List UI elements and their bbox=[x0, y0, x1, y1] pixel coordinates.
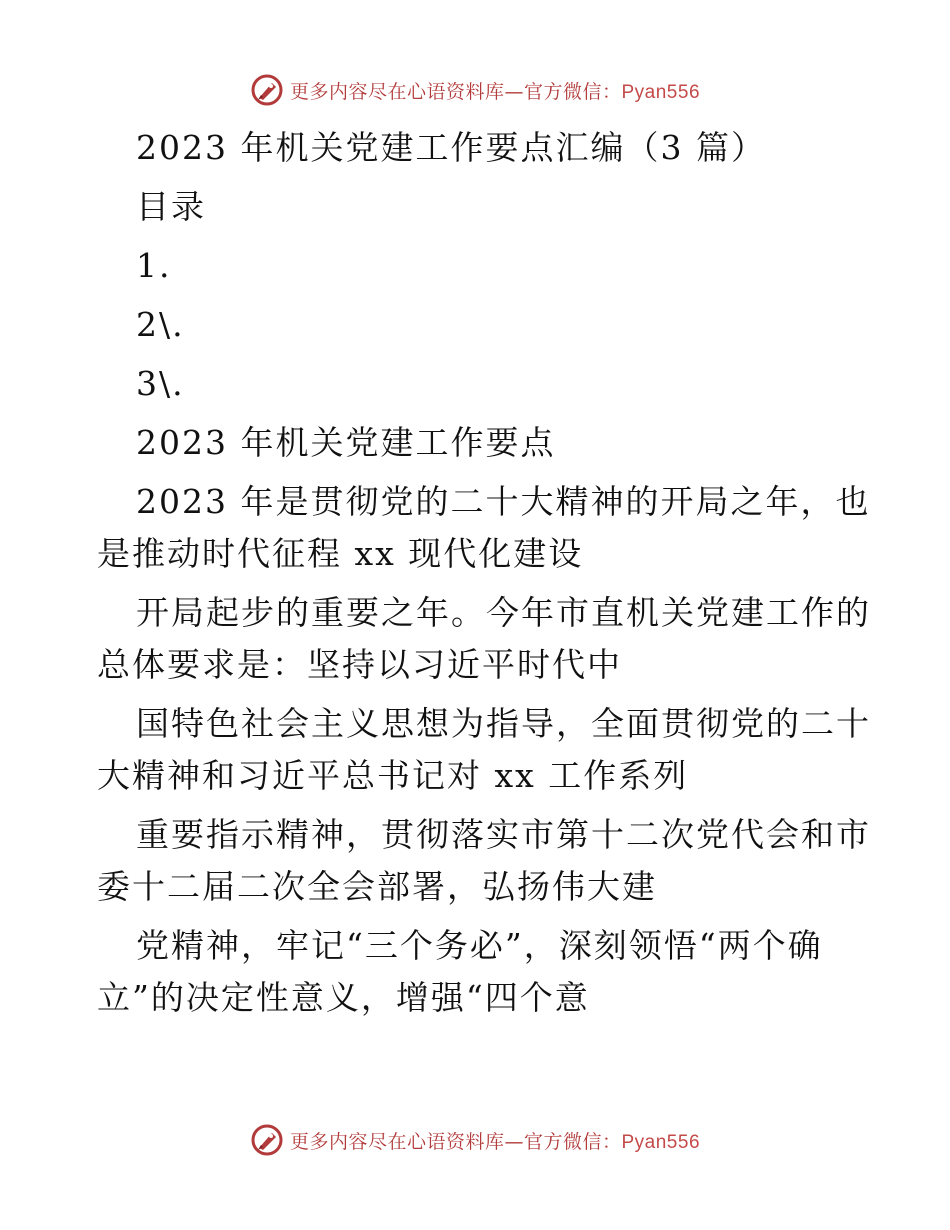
document-title: 2023 年机关党建工作要点汇编（3 篇） bbox=[136, 128, 766, 167]
paragraph-line: 总体要求是：坚持以习近平时代中 bbox=[97, 645, 622, 684]
watermark-wechat-id: Pyan556 bbox=[621, 81, 701, 103]
paragraph-line: 是推动时代征程 xx 现代化建设 bbox=[97, 534, 584, 573]
toc-item: 1. bbox=[136, 246, 172, 285]
paragraph-line: 立”的决定性意义，增强“四个意 bbox=[97, 978, 590, 1017]
pen-logo-icon bbox=[250, 73, 284, 107]
toc-heading: 目录 bbox=[136, 187, 206, 226]
paragraph-line: 大精神和习近平总书记对 xx 工作系列 bbox=[97, 756, 689, 795]
watermark-text: 更多内容尽在心语资料库—官方微信： bbox=[289, 1130, 622, 1153]
footer-watermark bbox=[0, 1122, 950, 1158]
toc-item: 2\. bbox=[136, 305, 185, 344]
paragraph-line: 委十二届二次全会部署，弘扬伟大建 bbox=[97, 867, 657, 906]
watermark-wechat-id: Pyan556 bbox=[621, 1131, 701, 1153]
paragraph-line: 2023 年是贯彻党的二十大精神的开局之年，也 bbox=[136, 482, 871, 521]
paragraph-line: 重要指示精神，贯彻落实市第十二次党代会和市 bbox=[136, 815, 871, 854]
header-watermark bbox=[0, 72, 950, 108]
paragraph-line: 开局起步的重要之年。今年市直机关党建工作的 bbox=[136, 593, 871, 632]
section-title: 2023 年机关党建工作要点 bbox=[136, 423, 556, 462]
paragraph-line: 党精神，牢记“三个务必”，深刻领悟“两个确 bbox=[136, 926, 823, 965]
watermark-text: 更多内容尽在心语资料库—官方微信： bbox=[289, 80, 622, 103]
document-body bbox=[97, 122, 871, 1024]
toc-item: 3\. bbox=[136, 364, 185, 403]
pen-logo-icon bbox=[250, 1123, 284, 1157]
paragraph-line: 国特色社会主义思想为指导，全面贯彻党的二十 bbox=[136, 704, 871, 743]
